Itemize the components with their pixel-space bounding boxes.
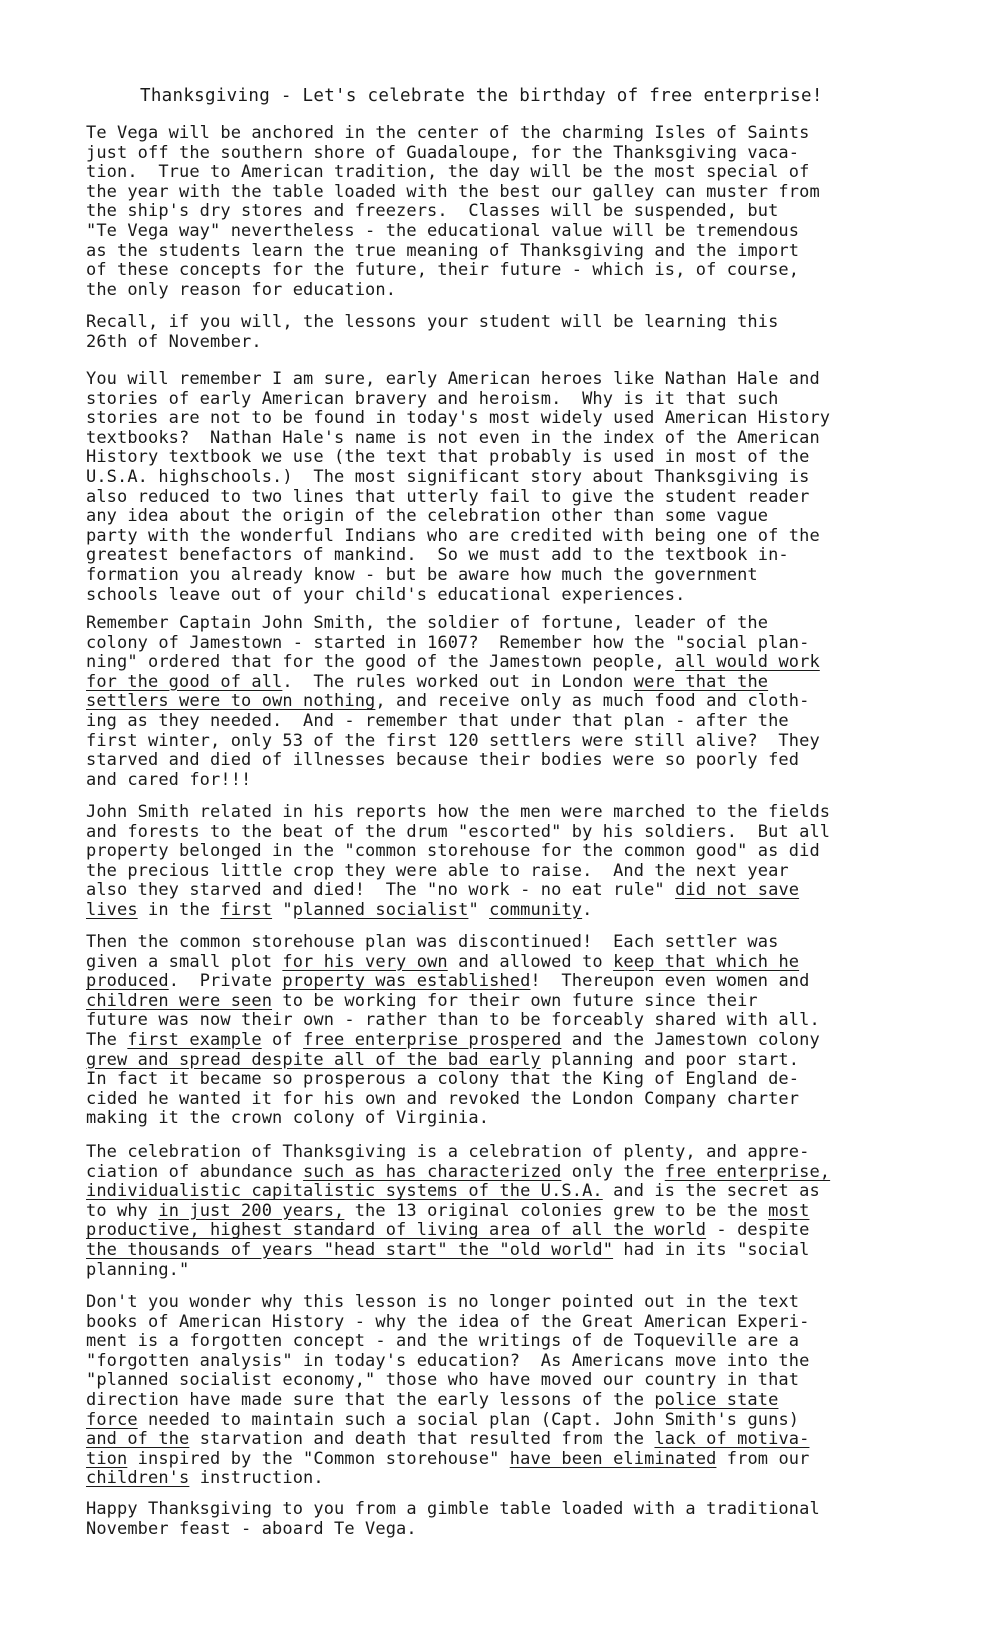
text-line: "planned socialist economy," those who have moved our country in that bbox=[86, 1370, 800, 1391]
text-line: History textbook we use (the text that probably is used in most of the bbox=[86, 447, 810, 468]
text-line: In fact it became so prosperous a colony that the King of England de- bbox=[86, 1069, 800, 1090]
text-line: colony of Jamestown - started in 1607? Remember how the "social plan- bbox=[86, 632, 810, 653]
text-line: U.S.A. highschools.) The most significant story about Thanksgiving is bbox=[86, 466, 810, 487]
text-line: the ship's dry stores and freezers. Classes will be suspended, but bbox=[86, 201, 779, 222]
paragraph-celebration-of-plenty bbox=[86, 1143, 986, 1280]
paragraph-recall-lessons bbox=[86, 313, 986, 352]
text-line: and cared for!!! bbox=[86, 769, 252, 790]
text-line: 26th of November. bbox=[86, 331, 262, 352]
text-line: ment is a forgotten concept - and the writings of de Toqueville are a bbox=[86, 1331, 800, 1352]
text-line: the precious little crop they were able to raise. And the next year bbox=[86, 860, 789, 881]
paragraph-common-storehouse bbox=[86, 803, 986, 921]
text-line: lives in the first "planned socialist" community. bbox=[86, 899, 593, 920]
text-line: also they starved and died! The "no work - no eat rule" did not save bbox=[86, 880, 800, 901]
text-line: to why in just 200 years, the 13 original colonies grew to be the most bbox=[86, 1200, 810, 1221]
text-line: greatest benefactors of mankind. So we must add to the textbook in- bbox=[86, 545, 789, 566]
paragraph-forgotten-lesson bbox=[86, 1293, 986, 1489]
text-line: given a small plot for his very own and allowed to keep that which he bbox=[86, 951, 800, 972]
text-line: ciation of abundance such as has characterized only the free enterprise, bbox=[86, 1161, 831, 1182]
text-line: of these concepts for the future, their future - which is, of course, bbox=[86, 260, 800, 281]
text-line: any idea about the origin of the celebration other than some vague bbox=[86, 506, 769, 527]
text-line: for the good of all. The rules worked out in London were that the bbox=[86, 671, 769, 692]
text-line: stories are not to be found in today's most widely used American History bbox=[86, 408, 831, 429]
text-line: stories of early American bravery and heroism. Why is it that such bbox=[86, 388, 779, 409]
text-line: schools leave out of your child's educational experiences. bbox=[86, 584, 686, 605]
text-line: children were seen to be working for their own future since their bbox=[86, 990, 758, 1011]
text-line: productive, highest standard of living area of all the world - despite bbox=[86, 1220, 810, 1241]
text-line: force needed to maintain such a social plan (Capt. John Smith's guns) bbox=[86, 1409, 800, 1430]
text-line: making it the crown colony of Virginia. bbox=[86, 1108, 490, 1129]
paragraph-nathan-hale bbox=[86, 370, 986, 605]
text-line: "Te Vega way" nevertheless - the educational value will be tremendous bbox=[86, 220, 800, 241]
text-line: future was now their own - rather than to be forceably shared with all. bbox=[86, 1010, 820, 1031]
text-line: ing as they needed. And - remember that under that plan - after the bbox=[86, 710, 789, 731]
text-line: Don't you wonder why this lesson is no longer pointed out in the text bbox=[86, 1292, 800, 1312]
text-line: the thousands of years "head start" the "old world" had in its "social bbox=[86, 1239, 810, 1260]
document-title: Thanksgiving - Let's celebrate the birthday of free enterprise! bbox=[140, 86, 823, 106]
text-line: You will remember I am sure, early American heroes like Nathan Hale and bbox=[86, 369, 820, 389]
text-line: John Smith related in his reports how the men were marched to the fields bbox=[86, 802, 831, 822]
text-line: starved and died of illnesses because their bodies were so poorly fed bbox=[86, 750, 800, 771]
paragraph-te-vega-anchored bbox=[86, 124, 986, 300]
text-line: tion. True to American tradition, the day will be the most special of bbox=[86, 162, 810, 183]
text-line: "forgotten analysis" in today's education? As Americans move into the bbox=[86, 1350, 810, 1371]
paragraph-john-smith-jamestown bbox=[86, 614, 986, 790]
text-line: and of the starvation and death that resulted from the lack of motiva- bbox=[86, 1429, 810, 1450]
text-line: as the students learn the true meaning of Thanksgiving and the import bbox=[86, 240, 800, 261]
text-line: Te Vega will be anchored in the center of the charming Isles of Saints bbox=[86, 123, 810, 143]
text-line: settlers were to own nothing, and receive only as much food and cloth- bbox=[86, 691, 810, 712]
text-line: produced. Private property was established! Thereupon even women and bbox=[86, 971, 810, 992]
text-line: and forests to the beat of the drum "escorted" by his soldiers. But all bbox=[86, 821, 831, 842]
text-line: property belonged in the "common storehouse for the common good" as did bbox=[86, 841, 820, 862]
text-line: also reduced to two lines that utterly fail to give the student reader bbox=[86, 486, 810, 507]
paragraph-private-property bbox=[86, 933, 986, 1129]
text-line: tion inspired by the "Common storehouse" have been eliminated from our bbox=[86, 1448, 810, 1469]
text-line: grew and spread despite all of the bad early planning and poor start. bbox=[86, 1049, 800, 1070]
paragraph-happy-thanksgiving bbox=[86, 1500, 986, 1539]
text-line: first winter, only 53 of the first 120 settlers were still alive? They bbox=[86, 730, 820, 751]
text-line: planning." bbox=[86, 1259, 190, 1280]
text-line: the year with the table loaded with the best our galley can muster from bbox=[86, 181, 820, 202]
text-line: books of American History - why the idea of the Great American Experi- bbox=[86, 1311, 810, 1332]
text-line: party with the wonderful Indians who are credited with being one of the bbox=[86, 525, 820, 546]
text-line: Recall, if you will, the lessons your student will be learning this bbox=[86, 312, 779, 332]
text-line: The first example of free enterprise prospered and the Jamestown colony bbox=[86, 1029, 820, 1050]
text-line: the only reason for education. bbox=[86, 279, 397, 300]
text-line: ning" ordered that for the good of the Jamestown people, all would work bbox=[86, 652, 820, 673]
text-line: textbooks? Nathan Hale's name is not even in the index of the American bbox=[86, 427, 820, 448]
text-line: direction have made sure that the early lessons of the police state bbox=[86, 1389, 779, 1410]
text-line: Happy Thanksgiving to you from a gimble table loaded with a traditional bbox=[86, 1499, 820, 1519]
text-line: November feast - aboard Te Vega. bbox=[86, 1518, 417, 1539]
text-line: Remember Captain John Smith, the soldier of fortune, leader of the bbox=[86, 613, 769, 633]
text-line: individualistic capitalistic systems of the U.S.A. and is the secret as bbox=[86, 1181, 820, 1202]
text-line: cided he wanted it for his own and revoked the London Company charter bbox=[86, 1088, 800, 1109]
text-line: children's instruction. bbox=[86, 1468, 324, 1489]
text-line: just off the southern shore of Guadaloupe, for the Thanksgiving vaca- bbox=[86, 142, 800, 163]
text-line: The celebration of Thanksgiving is a celebration of plenty, and appre- bbox=[86, 1142, 810, 1162]
text-line: formation you already know - but be aware how much the government bbox=[86, 564, 758, 585]
text-line: Then the common storehouse plan was discontinued! Each settler was bbox=[86, 932, 779, 952]
